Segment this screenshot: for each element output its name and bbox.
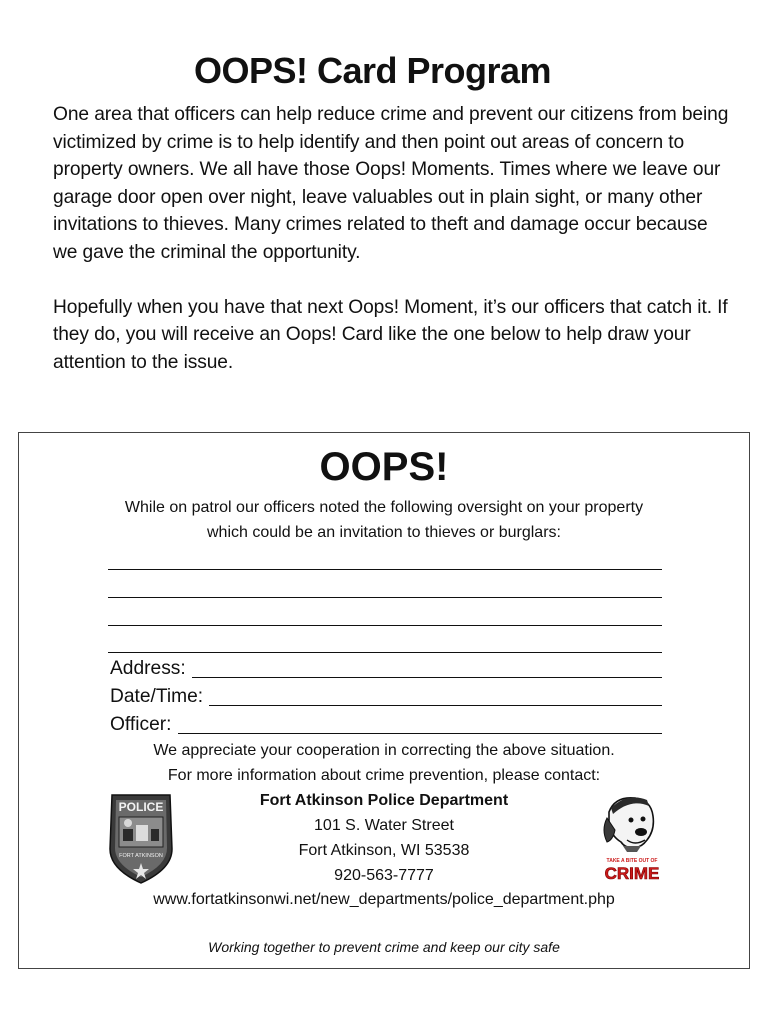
mcgruff-crime-dog-icon bbox=[597, 790, 667, 886]
datetime-blank-line bbox=[209, 705, 662, 706]
card-intro-line-2: which could be an invitation to thieves or burglars: bbox=[207, 524, 561, 541]
address-blank-line bbox=[192, 677, 662, 678]
department-name: Fort Atkinson Police Department bbox=[259, 792, 509, 809]
more-info-text: For more information about crime prevention, please contact: bbox=[167, 767, 601, 784]
card-footer: Working together to prevent crime and keep our city safe bbox=[208, 939, 560, 955]
datetime-label: Date/Time: bbox=[110, 686, 204, 707]
department-city: Fort Atkinson, WI 53538 bbox=[298, 842, 470, 859]
department-street: 101 S. Water Street bbox=[314, 817, 454, 834]
intro-text bbox=[53, 101, 733, 376]
oversight-blank-line bbox=[108, 625, 662, 626]
badge-bottom-text: FORT ATKINSON bbox=[119, 853, 163, 859]
card-title: OOPS! bbox=[319, 445, 449, 489]
officer-field bbox=[110, 712, 662, 738]
department-phone: 920-563-7777 bbox=[334, 867, 434, 884]
address-field bbox=[110, 656, 662, 682]
intro-paragraph-2: Hopefully when you have that next Oops! Moment, it’s our officers that catch it. If they do, you will receive an Oops! Card like the one below to help draw your attention to the issue. bbox=[53, 296, 728, 373]
datetime-field bbox=[110, 684, 662, 710]
department-website: www.fortatkinsonwi.net/new_departments/police_department.php bbox=[153, 891, 615, 908]
badge-top-text: POLICE bbox=[118, 800, 164, 814]
card-intro bbox=[59, 495, 709, 545]
mascot-word: CRIME bbox=[604, 864, 660, 883]
address-label: Address: bbox=[110, 658, 186, 679]
officer-label: Officer: bbox=[110, 714, 172, 735]
officer-blank-line bbox=[178, 733, 663, 734]
card-intro-line-1: While on patrol our officers noted the following oversight on your property bbox=[124, 499, 644, 516]
oversight-blank-line bbox=[108, 569, 662, 570]
appreciation-text: We appreciate your cooperation in correcting the above situation. bbox=[153, 742, 615, 759]
police-badge-icon bbox=[106, 791, 176, 885]
mascot-slogan: TAKE A BITE OUT OF bbox=[606, 858, 658, 864]
oops-card bbox=[18, 432, 750, 969]
page-title: OOPS! Card Program bbox=[193, 50, 552, 91]
oversight-blank-line bbox=[108, 597, 662, 598]
intro-paragraph-1: One area that officers can help reduce crime and prevent our citizens from being victimized by crime is to help identify and then point out areas of concern to property owners. We all have those Oops! Moments. Times where we leave our garage door open over night, leave valuables out in plain sight, or many other invitations to thieves. Many crimes related to theft and damage occur because we gave the criminal the opportunity. bbox=[53, 104, 729, 263]
oversight-blank-line bbox=[108, 652, 662, 653]
